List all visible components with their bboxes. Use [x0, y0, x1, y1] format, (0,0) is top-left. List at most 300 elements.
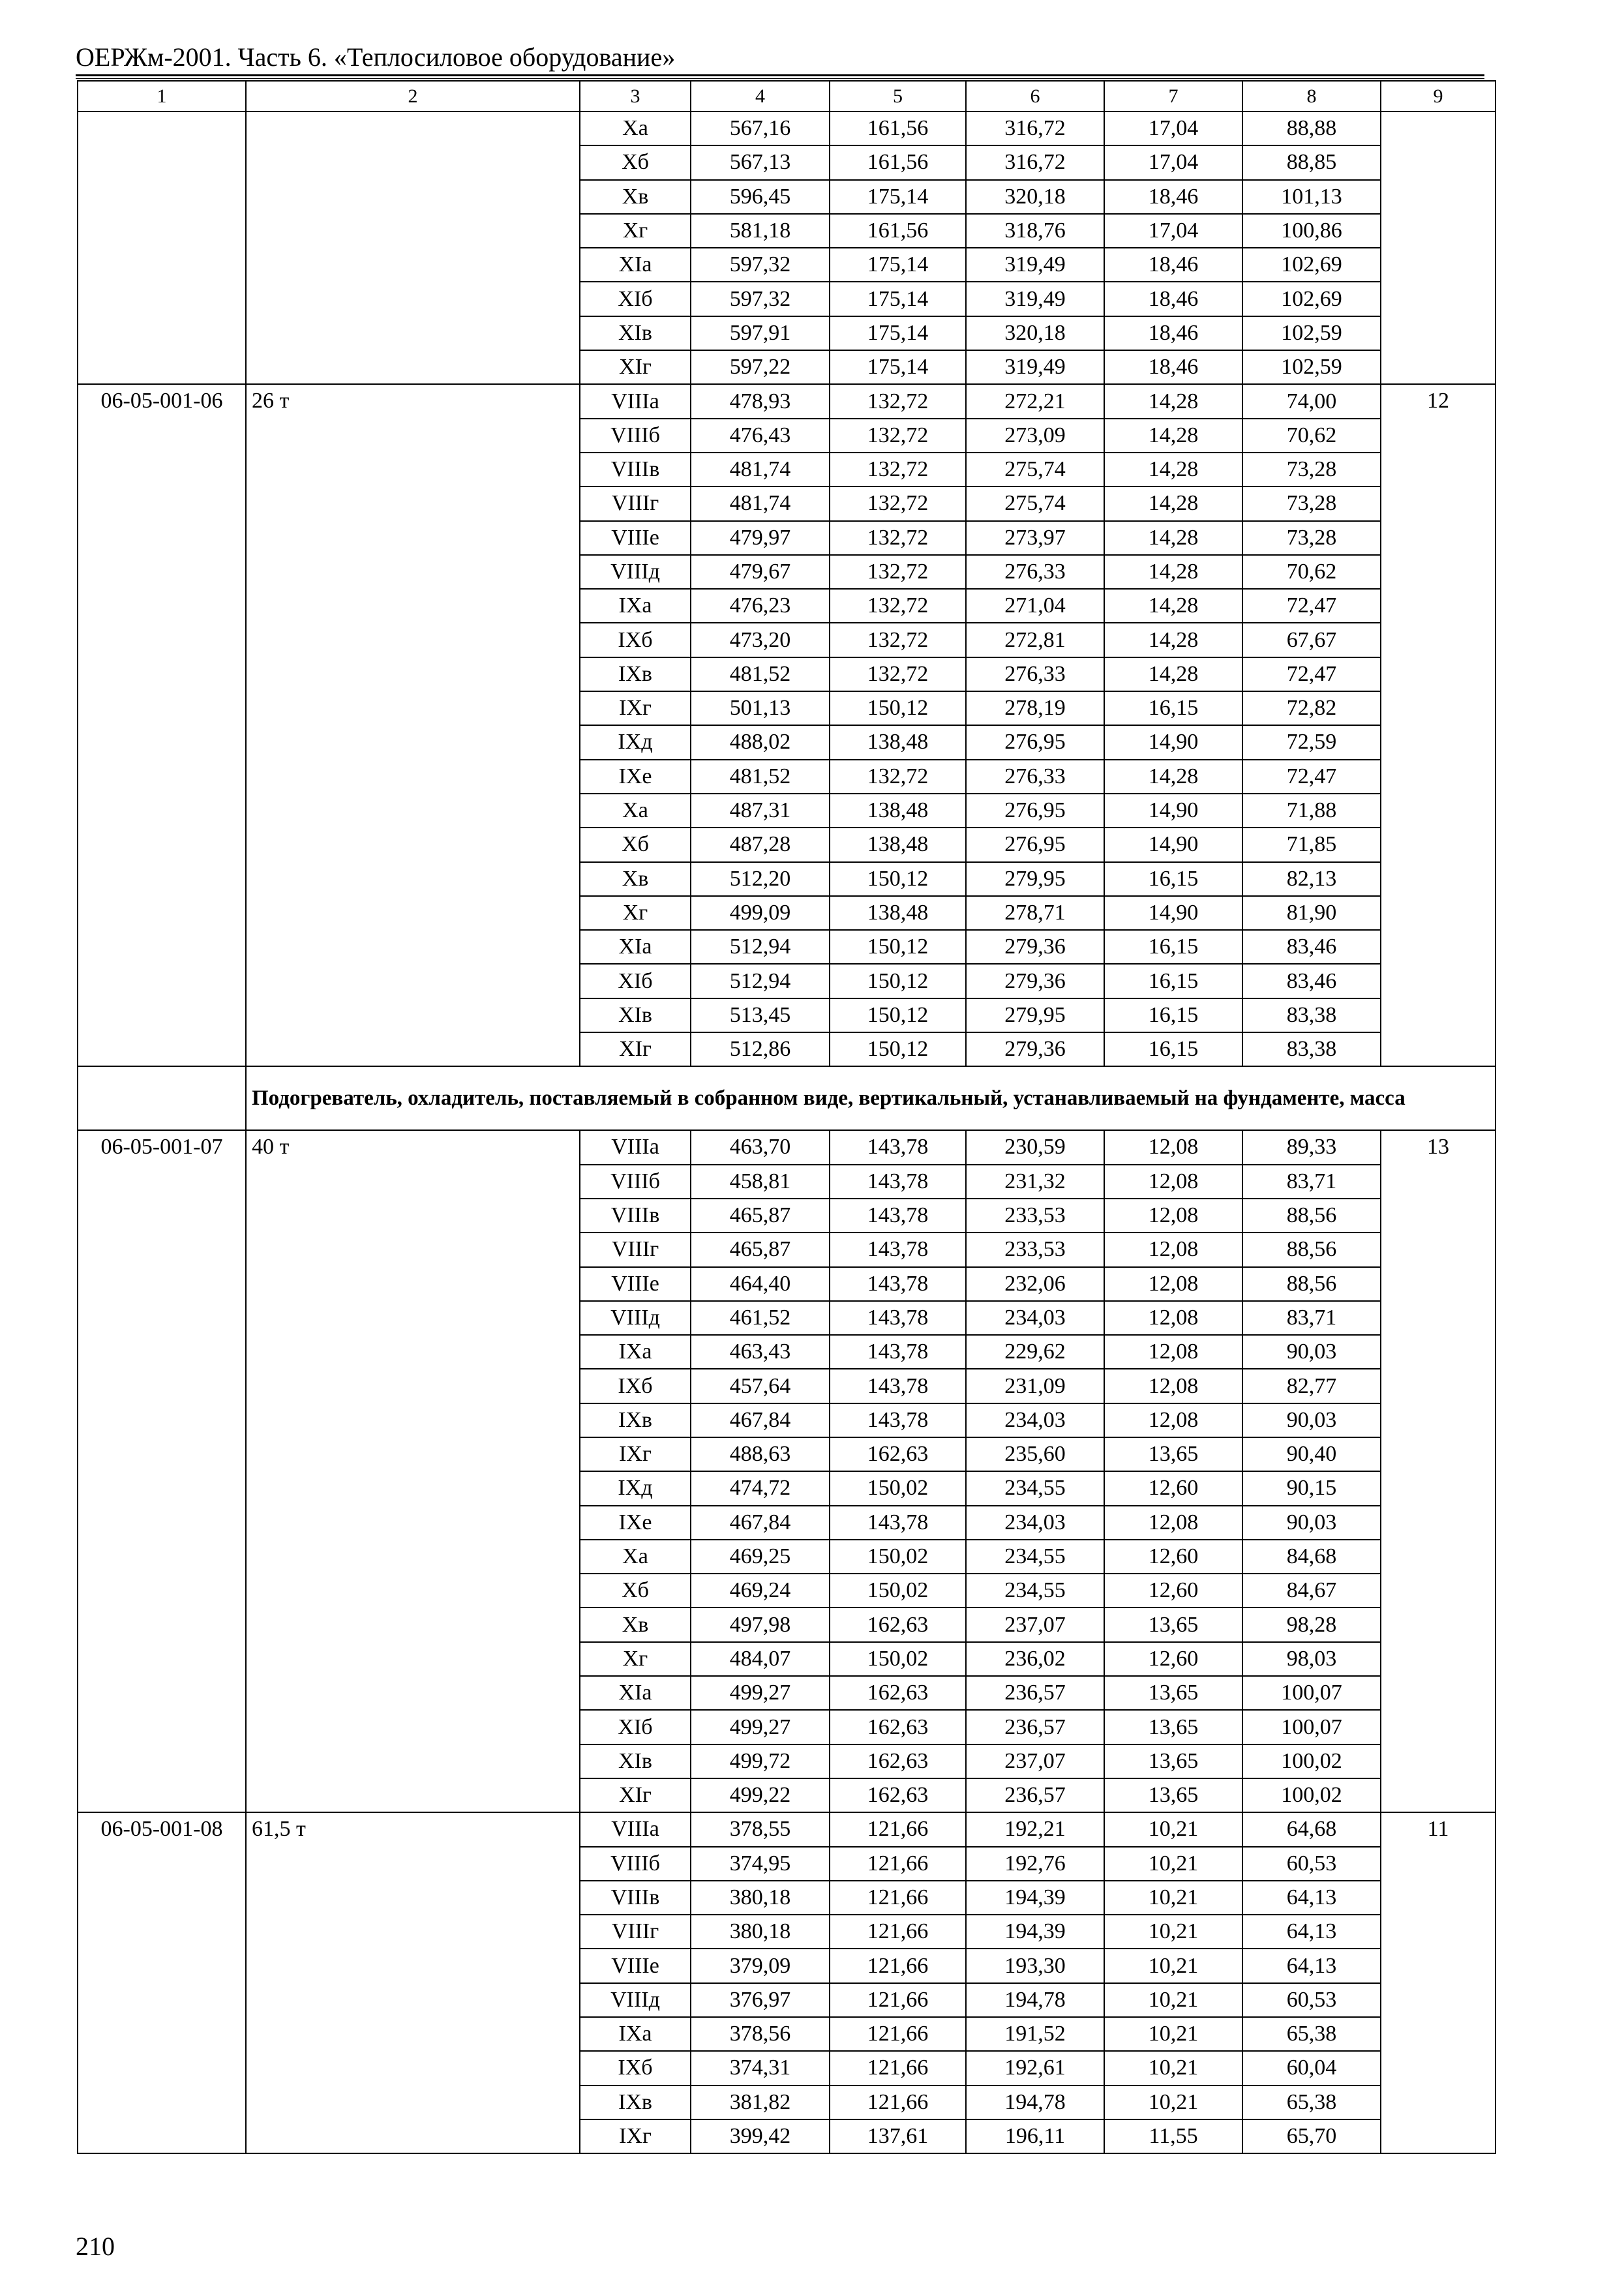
region-zone: VIIIб [580, 1847, 691, 1881]
cost-value: 481,52 [691, 657, 830, 691]
cost-value: 150,12 [830, 964, 966, 998]
cost-value: 512,20 [691, 862, 830, 896]
cost-value: 235,60 [966, 1437, 1104, 1471]
cost-value: 12,60 [1104, 1574, 1242, 1608]
cost-value: 461,52 [691, 1301, 830, 1335]
cost-value: 14,28 [1104, 419, 1242, 453]
cost-value: 102,69 [1242, 282, 1381, 316]
cost-value: 143,78 [830, 1165, 966, 1199]
cost-value: 18,46 [1104, 350, 1242, 384]
table-row [78, 1130, 1496, 1164]
cost-value: 150,02 [830, 1540, 966, 1574]
section-row [78, 1066, 1496, 1130]
cost-value: 479,67 [691, 555, 830, 589]
cost-value: 90,03 [1242, 1506, 1381, 1540]
cost-value: 14,90 [1104, 794, 1242, 828]
cost-value: 14,28 [1104, 486, 1242, 520]
cost-value: 17,04 [1104, 145, 1242, 179]
column-number: 2 [246, 81, 580, 112]
cost-value: 236,57 [966, 1778, 1104, 1812]
cost-value: 374,95 [691, 1847, 830, 1881]
cost-value: 88,56 [1242, 1267, 1381, 1301]
cost-value: 65,38 [1242, 2017, 1381, 2051]
cost-value: 161,56 [830, 112, 966, 145]
cost-value: 12,08 [1104, 1233, 1242, 1266]
cost-value: 73,28 [1242, 453, 1381, 486]
cost-value: 72,47 [1242, 657, 1381, 691]
cost-value: 488,02 [691, 725, 830, 759]
cost-value: 12,08 [1104, 1506, 1242, 1540]
cost-value: 596,45 [691, 180, 830, 214]
region-zone: IXб [580, 1369, 691, 1403]
cost-value: 121,66 [830, 1949, 966, 1982]
equipment-mass: 61,5 т [246, 1812, 580, 2153]
column-number: 3 [580, 81, 691, 112]
cost-value: 278,71 [966, 896, 1104, 930]
cost-value: 467,84 [691, 1506, 830, 1540]
cost-value: 271,04 [966, 589, 1104, 623]
cost-value: 379,09 [691, 1949, 830, 1982]
cost-value: 12,08 [1104, 1267, 1242, 1301]
cost-value: 132,72 [830, 419, 966, 453]
cost-value: 16,15 [1104, 691, 1242, 725]
region-zone: VIIIб [580, 419, 691, 453]
region-zone: XIб [580, 1710, 691, 1744]
cost-value: 65,38 [1242, 2086, 1381, 2119]
cost-value: 192,61 [966, 2051, 1104, 2085]
cost-value: 88,56 [1242, 1199, 1381, 1233]
cost-value: 469,24 [691, 1574, 830, 1608]
cost-value: 100,02 [1242, 1778, 1381, 1812]
cost-value: 83,46 [1242, 964, 1381, 998]
cost-value: 90,03 [1242, 1335, 1381, 1369]
cost-value: 73,28 [1242, 521, 1381, 555]
cost-value: 465,87 [691, 1233, 830, 1266]
cost-value: 138,48 [830, 896, 966, 930]
cost-value: 234,03 [966, 1506, 1104, 1540]
cost-value: 478,93 [691, 384, 830, 418]
column-number: 9 [1381, 81, 1496, 112]
cost-value: 73,28 [1242, 486, 1381, 520]
cost-value: 13,65 [1104, 1778, 1242, 1812]
table-body [78, 81, 1496, 2153]
region-zone: VIIIа [580, 1812, 691, 1846]
cost-value: 512,94 [691, 930, 830, 964]
cost-value: 10,21 [1104, 2086, 1242, 2119]
cost-value: 276,33 [966, 657, 1104, 691]
cost-value: 14,90 [1104, 828, 1242, 861]
region-zone: VIIIг [580, 1915, 691, 1949]
cost-value: 581,18 [691, 214, 830, 248]
cost-value: 499,22 [691, 1778, 830, 1812]
cost-value: 84,67 [1242, 1574, 1381, 1608]
rates-table [77, 80, 1496, 2154]
cost-value: 100,86 [1242, 214, 1381, 248]
cost-value: 463,70 [691, 1130, 830, 1164]
cost-value: 150,02 [830, 1574, 966, 1608]
cost-value: 316,72 [966, 112, 1104, 145]
cost-value: 67,67 [1242, 623, 1381, 657]
cost-value: 64,68 [1242, 1812, 1381, 1846]
column-number: 1 [78, 81, 246, 112]
cost-value: 234,55 [966, 1471, 1104, 1505]
column-number-row [78, 81, 1496, 112]
cost-value: 90,03 [1242, 1403, 1381, 1437]
cost-value: 64,13 [1242, 1881, 1381, 1915]
cost-value: 82,77 [1242, 1369, 1381, 1403]
cost-value: 132,72 [830, 486, 966, 520]
region-zone: XIв [580, 316, 691, 350]
cost-value: 231,09 [966, 1369, 1104, 1403]
cost-value: 320,18 [966, 316, 1104, 350]
cost-value: 17,04 [1104, 112, 1242, 145]
cost-value: 72,47 [1242, 760, 1381, 794]
group-number: 11 [1381, 1812, 1496, 2153]
cost-value: 70,62 [1242, 419, 1381, 453]
region-zone: Xб [580, 145, 691, 179]
cost-value: 499,72 [691, 1744, 830, 1778]
cost-value: 175,14 [830, 316, 966, 350]
region-zone: XIв [580, 998, 691, 1032]
cost-value: 150,12 [830, 930, 966, 964]
region-zone: XIа [580, 930, 691, 964]
region-zone: VIIIг [580, 486, 691, 520]
rate-code [78, 112, 246, 384]
cost-value: 194,78 [966, 1983, 1104, 2017]
cost-value: 143,78 [830, 1199, 966, 1233]
region-zone: IXг [580, 2119, 691, 2153]
cost-value: 13,65 [1104, 1744, 1242, 1778]
cost-value: 279,36 [966, 1032, 1104, 1066]
region-zone: IXа [580, 2017, 691, 2051]
cost-value: 18,46 [1104, 316, 1242, 350]
cost-value: 14,28 [1104, 623, 1242, 657]
equipment-mass: 26 т [246, 384, 580, 1066]
cost-value: 474,72 [691, 1471, 830, 1505]
cost-value: 14,28 [1104, 384, 1242, 418]
cost-value: 12,60 [1104, 1540, 1242, 1574]
cost-value: 10,21 [1104, 2051, 1242, 2085]
cost-value: 18,46 [1104, 248, 1242, 282]
cost-value: 143,78 [830, 1403, 966, 1437]
cost-value: 132,72 [830, 623, 966, 657]
cost-value: 13,65 [1104, 1608, 1242, 1641]
page-number: 210 [76, 2232, 115, 2261]
equipment-mass: 40 т [246, 1130, 580, 1812]
region-zone: VIIIб [580, 1165, 691, 1199]
cost-value: 138,48 [830, 828, 966, 861]
cost-value: 88,88 [1242, 112, 1381, 145]
cost-value: 102,69 [1242, 248, 1381, 282]
cost-value: 512,86 [691, 1032, 830, 1066]
cost-value: 484,07 [691, 1642, 830, 1676]
cost-value: 138,48 [830, 725, 966, 759]
region-zone: Xа [580, 794, 691, 828]
cost-value: 132,72 [830, 384, 966, 418]
cost-value: 17,04 [1104, 214, 1242, 248]
region-zone: IXб [580, 2051, 691, 2085]
cost-value: 162,63 [830, 1744, 966, 1778]
cost-value: 236,57 [966, 1676, 1104, 1710]
cost-value: 150,12 [830, 998, 966, 1032]
cost-value: 18,46 [1104, 282, 1242, 316]
region-zone: IXг [580, 691, 691, 725]
cost-value: 237,07 [966, 1744, 1104, 1778]
region-zone: XIг [580, 350, 691, 384]
table-row [78, 384, 1496, 418]
cost-value: 319,49 [966, 350, 1104, 384]
cost-value: 14,28 [1104, 589, 1242, 623]
cost-value: 60,53 [1242, 1847, 1381, 1881]
cost-value: 138,48 [830, 794, 966, 828]
cost-value: 237,07 [966, 1608, 1104, 1641]
cost-value: 481,52 [691, 760, 830, 794]
cost-value: 150,02 [830, 1642, 966, 1676]
region-zone: Xв [580, 1608, 691, 1641]
cost-value: 12,08 [1104, 1301, 1242, 1335]
cost-value: 193,30 [966, 1949, 1104, 1982]
cost-value: 374,31 [691, 2051, 830, 2085]
cost-value: 150,12 [830, 691, 966, 725]
cost-value: 72,47 [1242, 589, 1381, 623]
cost-value: 88,56 [1242, 1233, 1381, 1266]
cost-value: 11,55 [1104, 2119, 1242, 2153]
region-zone: VIIIа [580, 384, 691, 418]
cost-value: 10,21 [1104, 1812, 1242, 1846]
cost-value: 479,97 [691, 521, 830, 555]
header-rule [76, 74, 1484, 76]
cost-value: 14,28 [1104, 453, 1242, 486]
column-number: 8 [1242, 81, 1381, 112]
region-zone: Xг [580, 1642, 691, 1676]
cost-value: 72,82 [1242, 691, 1381, 725]
region-zone: IXе [580, 1506, 691, 1540]
cost-value: 487,31 [691, 794, 830, 828]
cost-value: 65,70 [1242, 2119, 1381, 2153]
region-zone: VIIIе [580, 521, 691, 555]
column-number: 4 [691, 81, 830, 112]
cost-value: 121,66 [830, 1983, 966, 2017]
cost-value: 272,21 [966, 384, 1104, 418]
cost-value: 121,66 [830, 2086, 966, 2119]
cost-value: 14,90 [1104, 896, 1242, 930]
cost-value: 150,12 [830, 1032, 966, 1066]
cost-value: 499,27 [691, 1676, 830, 1710]
cost-value: 272,81 [966, 623, 1104, 657]
column-number: 7 [1104, 81, 1242, 112]
cost-value: 89,33 [1242, 1130, 1381, 1164]
cost-value: 16,15 [1104, 930, 1242, 964]
table-row [78, 112, 1496, 145]
cost-value: 132,72 [830, 453, 966, 486]
cost-value: 143,78 [830, 1130, 966, 1164]
cost-value: 233,53 [966, 1199, 1104, 1233]
cost-value: 275,74 [966, 486, 1104, 520]
cost-value: 100,07 [1242, 1710, 1381, 1744]
region-zone: VIIIд [580, 1983, 691, 2017]
region-zone: VIIIа [580, 1130, 691, 1164]
cost-value: 175,14 [830, 282, 966, 316]
region-zone: VIIIв [580, 1881, 691, 1915]
cost-value: 473,20 [691, 623, 830, 657]
cost-value: 12,08 [1104, 1335, 1242, 1369]
cost-value: 102,59 [1242, 350, 1381, 384]
cost-value: 72,59 [1242, 725, 1381, 759]
cost-value: 121,66 [830, 1881, 966, 1915]
region-zone: VIIIд [580, 1301, 691, 1335]
cost-value: 150,12 [830, 862, 966, 896]
group-number: 12 [1381, 384, 1496, 1066]
cost-value: 13,65 [1104, 1676, 1242, 1710]
cost-value: 100,02 [1242, 1744, 1381, 1778]
region-zone: XIа [580, 248, 691, 282]
cost-value: 132,72 [830, 589, 966, 623]
region-zone: IXд [580, 1471, 691, 1505]
cost-value: 121,66 [830, 1847, 966, 1881]
rate-code: 06-05-001-08 [78, 1812, 246, 2153]
cost-value: 175,14 [830, 180, 966, 214]
cost-value: 10,21 [1104, 1881, 1242, 1915]
cost-value: 10,21 [1104, 1915, 1242, 1949]
column-number: 6 [966, 81, 1104, 112]
cost-value: 12,08 [1104, 1403, 1242, 1437]
cost-value: 132,72 [830, 657, 966, 691]
cost-value: 279,36 [966, 964, 1104, 998]
region-zone: Xг [580, 214, 691, 248]
cost-value: 81,90 [1242, 896, 1381, 930]
cost-value: 16,15 [1104, 1032, 1242, 1066]
rate-code: 06-05-001-07 [78, 1130, 246, 1812]
cost-value: 318,76 [966, 214, 1104, 248]
region-zone: XIб [580, 964, 691, 998]
cost-value: 499,27 [691, 1710, 830, 1744]
region-zone: XIг [580, 1778, 691, 1812]
cost-value: 161,56 [830, 214, 966, 248]
rate-code: 06-05-001-06 [78, 384, 246, 1066]
region-zone: VIIIе [580, 1267, 691, 1301]
group-number [1381, 112, 1496, 384]
section-empty-cell [78, 1066, 246, 1130]
region-zone: XIа [580, 1676, 691, 1710]
cost-value: 12,60 [1104, 1471, 1242, 1505]
equipment-mass [246, 112, 580, 384]
cost-value: 137,61 [830, 2119, 966, 2153]
cost-value: 192,76 [966, 1847, 1104, 1881]
cost-value: 487,28 [691, 828, 830, 861]
cost-value: 100,07 [1242, 1676, 1381, 1710]
cost-value: 276,95 [966, 828, 1104, 861]
cost-value: 14,28 [1104, 760, 1242, 794]
cost-value: 64,13 [1242, 1949, 1381, 1982]
cost-value: 10,21 [1104, 1847, 1242, 1881]
cost-value: 74,00 [1242, 384, 1381, 418]
cost-value: 121,66 [830, 2051, 966, 2085]
cost-value: 497,98 [691, 1608, 830, 1641]
cost-value: 469,25 [691, 1540, 830, 1574]
region-zone: Xб [580, 1574, 691, 1608]
cost-value: 378,56 [691, 2017, 830, 2051]
cost-value: 194,39 [966, 1881, 1104, 1915]
cost-value: 132,72 [830, 760, 966, 794]
section-title: Подогреватель, охладитель, поставляемый в собранном виде, вертикальный, устанавливаемый на фундаменте, масса [246, 1066, 1496, 1130]
cost-value: 488,63 [691, 1437, 830, 1471]
region-zone: IXв [580, 657, 691, 691]
cost-value: 320,18 [966, 180, 1104, 214]
cost-value: 273,09 [966, 419, 1104, 453]
cost-value: 229,62 [966, 1335, 1104, 1369]
cost-value: 121,66 [830, 1812, 966, 1846]
region-zone: VIIIе [580, 1949, 691, 1982]
cost-value: 279,95 [966, 862, 1104, 896]
region-zone: Xа [580, 1540, 691, 1574]
cost-value: 162,63 [830, 1608, 966, 1641]
cost-value: 64,13 [1242, 1915, 1381, 1949]
cost-value: 13,65 [1104, 1710, 1242, 1744]
cost-value: 71,88 [1242, 794, 1381, 828]
cost-value: 512,94 [691, 964, 830, 998]
cost-value: 232,06 [966, 1267, 1104, 1301]
cost-value: 143,78 [830, 1233, 966, 1266]
cost-value: 102,59 [1242, 316, 1381, 350]
region-zone: Xв [580, 862, 691, 896]
cost-value: 83,71 [1242, 1165, 1381, 1199]
cost-value: 143,78 [830, 1267, 966, 1301]
cost-value: 567,16 [691, 112, 830, 145]
cost-value: 101,13 [1242, 180, 1381, 214]
cost-value: 230,59 [966, 1130, 1104, 1164]
cost-value: 380,18 [691, 1915, 830, 1949]
cost-value: 194,78 [966, 2086, 1104, 2119]
cost-value: 162,63 [830, 1710, 966, 1744]
cost-value: 513,45 [691, 998, 830, 1032]
cost-value: 319,49 [966, 248, 1104, 282]
cost-value: 458,81 [691, 1165, 830, 1199]
cost-value: 12,08 [1104, 1199, 1242, 1233]
cost-value: 132,72 [830, 521, 966, 555]
cost-value: 12,08 [1104, 1369, 1242, 1403]
cost-value: 60,53 [1242, 1983, 1381, 2017]
cost-value: 234,03 [966, 1403, 1104, 1437]
cost-value: 464,40 [691, 1267, 830, 1301]
cost-value: 467,84 [691, 1403, 830, 1437]
cost-value: 14,90 [1104, 725, 1242, 759]
cost-value: 279,36 [966, 930, 1104, 964]
cost-value: 10,21 [1104, 1949, 1242, 1982]
column-number: 5 [830, 81, 966, 112]
cost-value: 499,09 [691, 896, 830, 930]
region-zone: Xб [580, 828, 691, 861]
cost-value: 132,72 [830, 555, 966, 589]
cost-value: 83,38 [1242, 1032, 1381, 1066]
cost-value: 380,18 [691, 1881, 830, 1915]
region-zone: IXв [580, 2086, 691, 2119]
cost-value: 162,63 [830, 1778, 966, 1812]
cost-value: 71,85 [1242, 828, 1381, 861]
header-rule-thin [76, 78, 1484, 79]
region-zone: VIIIв [580, 1199, 691, 1233]
cost-value: 319,49 [966, 282, 1104, 316]
cost-value: 597,32 [691, 248, 830, 282]
cost-value: 567,13 [691, 145, 830, 179]
region-zone: IXб [580, 623, 691, 657]
cost-value: 276,95 [966, 725, 1104, 759]
cost-value: 16,15 [1104, 998, 1242, 1032]
region-zone: IXе [580, 760, 691, 794]
cost-value: 278,19 [966, 691, 1104, 725]
table-row [78, 1812, 1496, 1846]
cost-value: 13,65 [1104, 1437, 1242, 1471]
running-header: ОЕРЖм-2001. Часть 6. «Теплосиловое оборудование» [76, 42, 676, 72]
